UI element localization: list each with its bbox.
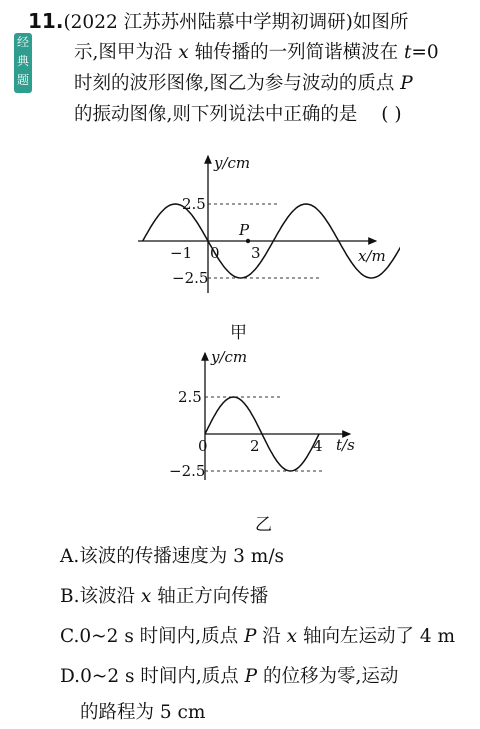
t-tick-0: 0 — [198, 437, 208, 455]
y-tick-top: 2.5 — [182, 195, 206, 213]
y-tick-bottom: −2.5 — [172, 269, 209, 287]
option-text: 轴向左运动了 4 m — [297, 626, 456, 647]
option-c — [60, 621, 455, 652]
classic-badge: 经典题 — [14, 33, 32, 93]
question-number: 11. — [28, 9, 64, 33]
option-text: 该波沿 — [79, 586, 141, 607]
text-run: 轴传播的一列简谐横波在 — [188, 42, 404, 63]
var-x: x — [286, 626, 298, 647]
var-x: x — [178, 42, 189, 63]
option-d — [60, 661, 398, 692]
option-text: 0~2 s 时间内,质点 — [80, 666, 245, 687]
t-axis-label: t/s — [336, 436, 355, 454]
text-run: 示,图甲为沿 — [74, 42, 179, 63]
y-tick-bottom: −2.5 — [169, 462, 206, 480]
figure-jia — [130, 148, 400, 298]
option-text: 0~2 s 时间内,质点 — [79, 626, 244, 647]
caption-jia: 甲 — [230, 323, 247, 343]
option-letter: D. — [60, 666, 81, 687]
x-tick-3: 3 — [251, 244, 261, 262]
x-tick-neg1: −1 — [170, 244, 193, 262]
question-source: (2022 江苏苏州陆慕中学期初调研) — [63, 12, 353, 33]
question-line-1 — [28, 6, 408, 38]
question-line-3 — [74, 68, 413, 99]
x-axis-label: x/m — [358, 247, 386, 265]
text-run: 时刻的波形图像,图乙为参与波动的质点 — [74, 73, 401, 94]
point-p-label: P — [239, 221, 250, 239]
option-d-cont — [80, 697, 205, 728]
option-letter: B. — [60, 586, 80, 607]
x-tick-0: 0 — [210, 244, 220, 262]
option-text: 该波的传播速度为 3 m/s — [79, 546, 285, 567]
t-tick-4: 4 — [313, 437, 323, 455]
option-text: 的位移为零,运动 — [257, 666, 399, 687]
y-tick-top: 2.5 — [178, 388, 202, 406]
var-x: x — [140, 586, 152, 607]
question-line-2 — [74, 37, 439, 68]
option-text: 的路程为 5 cm — [80, 702, 206, 723]
figure-yi — [160, 345, 370, 485]
text-run: =0 — [411, 42, 439, 63]
y-axis-label: y/cm — [214, 154, 251, 172]
option-a — [60, 541, 284, 572]
var-p: P — [400, 73, 413, 94]
option-b — [60, 581, 268, 612]
t-tick-2: 2 — [250, 437, 260, 455]
answer-paren: ( ) — [381, 104, 402, 125]
option-letter: A. — [60, 546, 80, 567]
caption-yi: 乙 — [255, 515, 272, 535]
point-p — [246, 239, 250, 243]
y-axis-label: y/cm — [211, 348, 248, 366]
question-line-4 — [74, 99, 402, 130]
option-letter: C. — [60, 626, 80, 647]
option-text: 轴正方向传播 — [151, 586, 269, 607]
text-run: 的振动图像,则下列说法中正确的是 — [74, 104, 358, 125]
option-text: 沿 — [256, 626, 287, 647]
var-t: t — [403, 42, 412, 63]
var-p: P — [243, 626, 257, 647]
question-text-1: 如图所 — [352, 12, 409, 33]
var-p: P — [244, 666, 258, 687]
